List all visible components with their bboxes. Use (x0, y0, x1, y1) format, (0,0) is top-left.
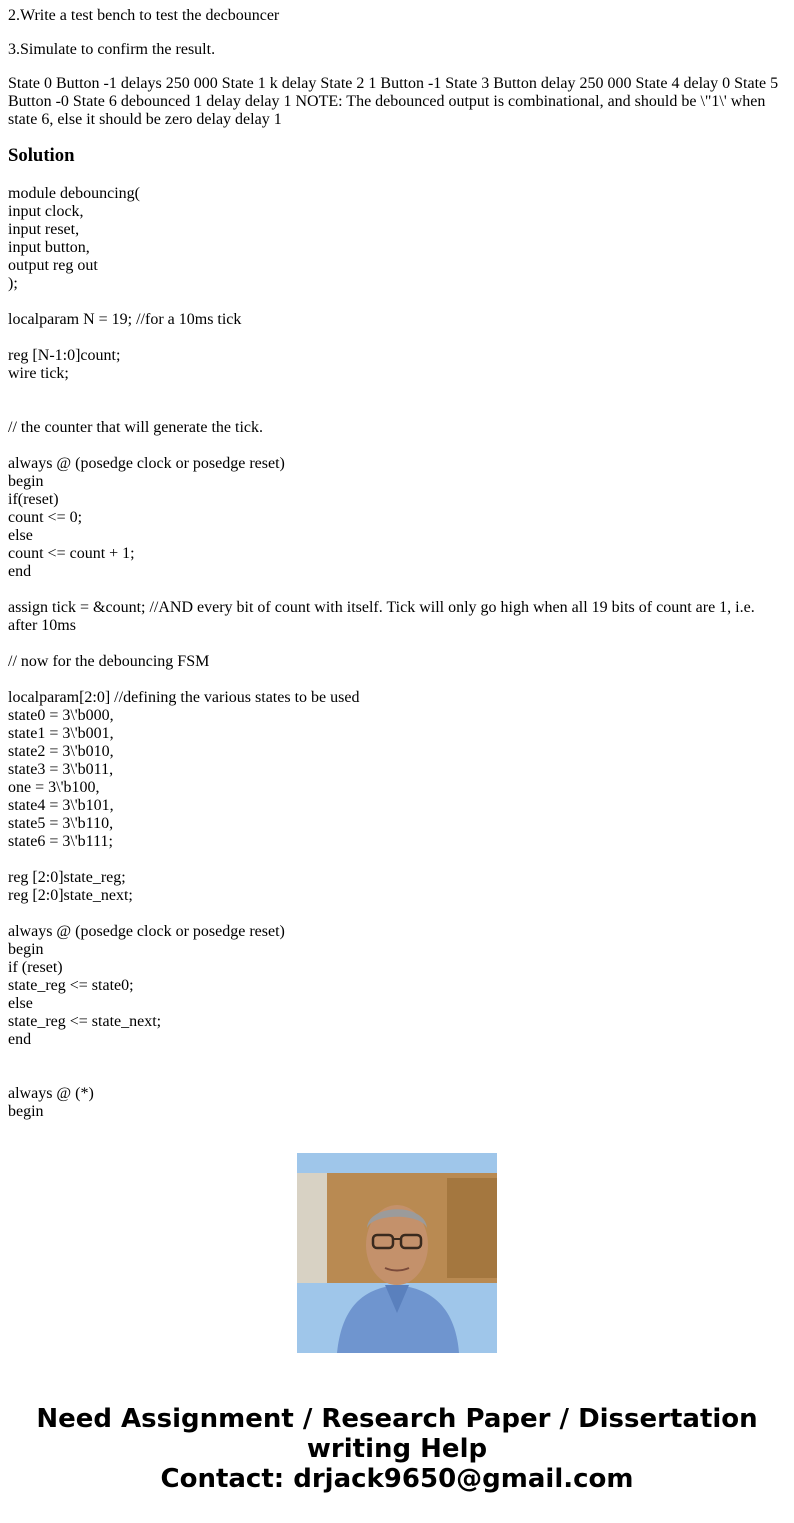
code-line: reg [N-1:0]count; (8, 347, 121, 364)
banner-contact: Contact: drjack9650@gmail.com (160, 1464, 634, 1494)
code-line (8, 581, 786, 599)
code-line: begin (8, 473, 44, 490)
code-line: state4 = 3\'b101, (8, 797, 114, 814)
banner-line-2: writing Help (306, 1434, 488, 1464)
code-line: // now for the debouncing FSM (8, 653, 210, 670)
code-line: // the counter that will generate the tick. (8, 419, 264, 436)
code-line (8, 635, 786, 653)
intro-paragraph-states: State 0 Button -1 delays 250 000 State 1 k delay State 2 1 Button -1 State 3 Button delay 250 000 State 4 delay 0 State 5 Button -0 State 6 debounced 1 delay delay 1 NOTE: The debounced output is combinational, and should be \"1\' when state 6, else it should be zero delay delay 1 (8, 75, 779, 128)
code-line: count <= 0; (8, 509, 83, 526)
code-line: if(reset) (8, 491, 59, 508)
code-line: state2 = 3\'b010, (8, 743, 114, 760)
code-line: always @ (posedge clock or posedge reset) (8, 455, 285, 472)
code-line: state_reg <= state_next; (8, 1013, 162, 1030)
code-line: begin (8, 1103, 44, 1120)
code-line: input reset, (8, 221, 80, 238)
code-line: output reg out (8, 257, 98, 274)
code-line: wire tick; (8, 365, 69, 382)
code-line: state0 = 3\'b000, (8, 707, 114, 724)
code-line: if (reset) (8, 959, 63, 976)
document-body (8, 7, 786, 1120)
code-line (8, 401, 786, 419)
portrait-image (297, 1153, 497, 1353)
code-line (8, 437, 786, 455)
intro-line-2: 3.Simulate to confirm the result. (8, 41, 216, 58)
author-portrait (297, 1153, 497, 1353)
intro-line-1: 2.Write a test bench to test the decbouncer (8, 7, 280, 24)
code-line: end (8, 563, 32, 580)
code-line: ); (8, 275, 18, 292)
code-line: always @ (posedge clock or posedge reset) (8, 923, 285, 940)
code-line: input clock, (8, 203, 84, 220)
code-line: always @ (*) (8, 1085, 94, 1102)
code-line: else (8, 527, 33, 544)
code-line (8, 329, 786, 347)
code-line (8, 293, 786, 311)
code-line (8, 851, 786, 869)
solution-heading: Solution (8, 145, 75, 166)
code-line: state5 = 3\'b110, (8, 815, 114, 832)
code-line: after 10ms (8, 617, 76, 634)
code-line: localparam[2:0] //defining the various states to be used (8, 689, 360, 706)
code-line: one = 3\'b100, (8, 779, 100, 796)
code-block (8, 185, 786, 1120)
code-line: reg [2:0]state_next; (8, 887, 133, 904)
code-line: count <= count + 1; (8, 545, 135, 562)
code-line (8, 1049, 786, 1067)
code-line (8, 671, 786, 689)
code-line: module debouncing( (8, 185, 140, 202)
code-line (8, 383, 786, 401)
code-line: state6 = 3\'b111; (8, 833, 113, 850)
help-banner (0, 1404, 794, 1494)
code-line: localparam N = 19; //for a 10ms tick (8, 311, 242, 328)
code-line: assign tick = &count; //AND every bit of count with itself. Tick will only go high when all 19 bits of count are 1, i.e. (8, 599, 755, 616)
code-line: begin (8, 941, 44, 958)
code-line: input button, (8, 239, 90, 256)
code-line: reg [2:0]state_reg; (8, 869, 126, 886)
code-line: else (8, 995, 33, 1012)
code-line (8, 1067, 786, 1085)
code-line: state1 = 3\'b001, (8, 725, 114, 742)
code-line (8, 905, 786, 923)
banner-line-1: Need Assignment / Research Paper / Dissertation (36, 1404, 758, 1434)
code-line: state_reg <= state0; (8, 977, 134, 994)
code-line: end (8, 1031, 32, 1048)
code-line: state3 = 3\'b011, (8, 761, 114, 778)
